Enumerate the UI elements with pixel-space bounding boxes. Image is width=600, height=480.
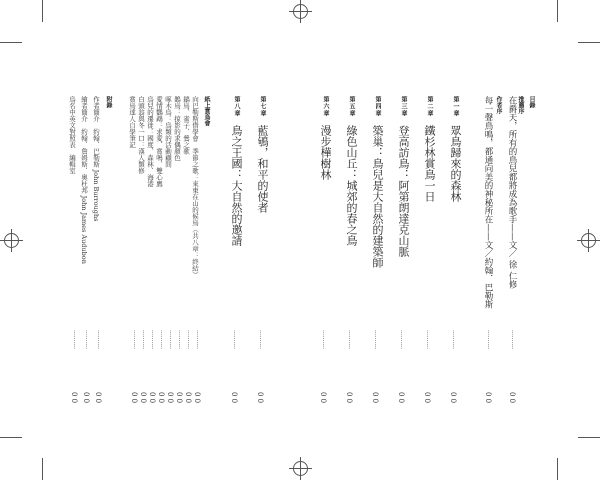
registration-mark (581, 233, 596, 248)
crop-mark (42, 0, 43, 22)
preface-item-1: 在爵天，所有的鳥兒都將成為歌手——文／ 徐 仁修 (507, 96, 517, 289)
dot-leader: ·········· (423, 330, 430, 350)
crop-mark (42, 458, 43, 480)
chapter-number: 第三章 (400, 96, 407, 117)
page-number: 0 0 (345, 392, 353, 404)
page-number: 0 0 (166, 392, 174, 404)
dot-leader: ·········· (157, 330, 164, 350)
appendix-heading: 紙上賞鳥會 (203, 96, 210, 126)
chapter-3 (395, 96, 411, 416)
chapter-5 (343, 96, 359, 416)
dot-leader: ·········· (345, 330, 352, 350)
appendix-item: 賞鳥達人自學筆記 (128, 96, 136, 148)
page-number: 0 0 (397, 392, 405, 404)
page-number: 0 0 (449, 392, 457, 404)
chapter-number: 第一章 (452, 96, 459, 117)
backmatter-heading: 附錄 (105, 96, 112, 108)
crop-mark (0, 42, 22, 43)
preface-item-2: 每一聲鳥鳴，都通向美的神秘所在——文／約翰．巴勒斯 (483, 96, 493, 309)
page-number: 0 0 (423, 392, 431, 404)
dot-leader: ·········· (175, 330, 182, 350)
chapter-6 (317, 96, 333, 416)
registration-mark (293, 461, 308, 476)
dot-leader: ·········· (449, 330, 456, 350)
dot-leader: ·········· (256, 330, 263, 350)
toc-heading: 目錄 (528, 96, 535, 108)
appendix-item: 愛情鸚鵡：求愛、賞鳴、雙心鷹 (155, 96, 163, 187)
page-number: 0 0 (184, 392, 192, 404)
preface-heading-1: 推薦序 (517, 96, 524, 114)
chapter-4 (369, 96, 385, 416)
appendix-item: 白頭翁與冬一口：漢人類修 (137, 96, 145, 174)
page-number: 0 0 (82, 392, 90, 404)
dot-leader: ·········· (230, 330, 237, 350)
chapter-7 (254, 96, 270, 416)
dot-leader: ·········· (319, 330, 326, 350)
appendix-item: 鶲鳥、雀子、鶯之歌 (182, 96, 190, 155)
chapter-number: 第六章 (322, 96, 329, 117)
appendix-item: 向巴勒斯借學會 季節之歌：來東在山的候鳥（共八章：終結） (191, 96, 199, 278)
dot-leader: ·········· (184, 330, 191, 350)
page-number: 0 0 (319, 392, 327, 404)
page-number: 0 0 (508, 392, 516, 404)
chapter-title: 漫步樺樹林 (319, 125, 332, 180)
dot-leader: ·········· (148, 330, 155, 350)
dot-leader: ·········· (193, 330, 200, 350)
chapter-1 (447, 96, 463, 416)
backmatter-item: 鳥名中英文對照表 編輯室 (68, 96, 76, 174)
registration-mark (4, 233, 19, 248)
crop-mark (578, 437, 600, 438)
chapter-number: 第八章 (233, 96, 240, 117)
page-number: 0 0 (148, 392, 156, 404)
page-number: 0 0 (94, 392, 102, 404)
page-number: 0 0 (130, 392, 138, 404)
chapter-number: 第二章 (426, 96, 433, 117)
page-number: 0 0 (484, 392, 492, 404)
chapter-8 (228, 96, 244, 416)
dot-leader: ·········· (70, 330, 77, 350)
page-number: 0 0 (70, 392, 78, 404)
page-number: 0 0 (139, 392, 147, 404)
chapter-title: 綠色山丘：城郊的春之鳥 (345, 125, 358, 246)
chapter-title: 築巢：鳥兒是大自然的建築師 (371, 125, 384, 268)
chapter-number: 第四章 (374, 96, 381, 117)
chapter-number: 第五章 (348, 96, 355, 117)
dot-leader: ·········· (484, 330, 491, 350)
appendix-item: 鳥兒的遷徙：國度、森林、海港 (146, 96, 154, 187)
dot-leader: ·········· (82, 330, 89, 350)
chapter-2 (421, 96, 437, 416)
chapter-number: 第七章 (259, 96, 266, 117)
page-number: 0 0 (256, 392, 264, 404)
crop-mark (0, 437, 22, 438)
crop-mark (557, 0, 558, 22)
dot-leader: ·········· (166, 330, 173, 350)
dot-leader: ·········· (94, 330, 101, 350)
chapter-title: 眾鳥歸來的森林 (449, 125, 462, 202)
dot-leader: ·········· (397, 330, 404, 350)
registration-mark (293, 4, 308, 19)
crop-mark (557, 458, 558, 480)
page-number: 0 0 (175, 392, 183, 404)
preface-heading-2: 作者序 (495, 96, 502, 114)
dot-leader: ·········· (130, 330, 137, 350)
page-number: 0 0 (371, 392, 379, 404)
chapter-title: 登高訪鳥：阿第朗達克山脈 (397, 125, 410, 257)
crop-mark (578, 42, 600, 43)
appendix-item: 鵲鳥：掠影的求偶顏色 (173, 96, 181, 161)
chapter-title: 藍鴝，和平的使者 (256, 125, 269, 213)
backmatter-item: 作者簡介 約翰．巴勒斯 John Burroughs (92, 96, 100, 222)
appendix-item: 啄木鳥：鳥類的活動顧問 (164, 96, 172, 168)
backmatter-item: 繪者簡介 約翰．詹姆斯．奧杜邦 John James Audubon (80, 96, 88, 264)
page-number: 0 0 (157, 392, 165, 404)
dot-leader: ·········· (139, 330, 146, 350)
chapter-title: 鳥之王國：大自然的邀請 (230, 125, 243, 246)
dot-leader: ·········· (508, 330, 515, 350)
page-number: 0 0 (230, 392, 238, 404)
dot-leader: ·········· (371, 330, 378, 350)
chapter-title: 鐵杉林賞鳥一日 (423, 125, 436, 202)
page-number: 0 0 (193, 392, 201, 404)
